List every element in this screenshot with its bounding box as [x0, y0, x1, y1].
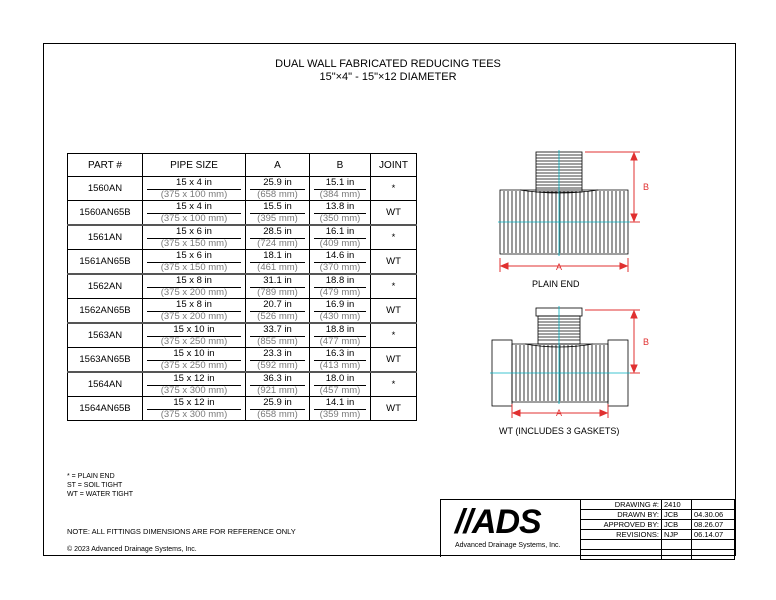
dim-b-value: 18.0 in	[325, 373, 355, 384]
title-block-row	[581, 500, 735, 510]
copyright: © 2023 Advanced Drainage Systems, Inc.	[67, 546, 197, 553]
pipe-size: 15 x 10 in	[173, 348, 215, 359]
part-number: 1560AN65B	[79, 207, 131, 218]
part-number: 1563AN65B	[79, 354, 131, 365]
header-part: PART #	[68, 154, 143, 177]
dim-a-mm: (855 mm)	[250, 336, 305, 347]
plain-dim-b-label: B	[643, 182, 650, 192]
dim-a-value: 18.1 in	[263, 250, 292, 261]
dim-a-value: 20.7 in	[263, 299, 292, 310]
header-joint: JOINT	[371, 154, 417, 177]
joint-type: WT	[386, 403, 401, 414]
pipe-size-mm: (375 x 250 mm)	[147, 336, 241, 347]
dim-a-mm: (789 mm)	[250, 287, 305, 298]
dim-a-mm: (395 mm)	[250, 213, 305, 224]
part-number: 1561AN65B	[79, 256, 131, 267]
dim-b-value: 14.6 in	[325, 250, 355, 261]
dim-b-value: 16.3 in	[325, 348, 355, 359]
dim-b-mm: (370 mm)	[314, 262, 366, 273]
joint-type: *	[391, 379, 396, 390]
pipe-size-mm: (375 x 300 mm)	[147, 385, 241, 396]
plain-end-drawing	[500, 152, 628, 254]
joint-type: WT	[386, 354, 401, 365]
title-block-row	[581, 510, 735, 520]
dim-b-value: 18.8 in	[325, 275, 355, 286]
title-block-value: JCB	[662, 510, 692, 520]
dim-b-mm: (409 mm)	[314, 238, 366, 249]
header-a: A	[246, 154, 310, 177]
title-block	[580, 499, 735, 560]
ads-logo	[440, 499, 581, 557]
title-block-value: NJP	[662, 530, 692, 540]
pipe-size: 15 x 8 in	[176, 299, 212, 310]
part-number: 1560AN	[87, 183, 123, 194]
plain-dim-a-label: A	[555, 262, 563, 272]
pipe-size-mm: (375 x 200 mm)	[147, 287, 241, 298]
plain-end-caption: PLAIN END	[532, 279, 580, 289]
reference-note: NOTE: ALL FITTINGS DIMENSIONS ARE FOR REFERENCE ONLY	[67, 527, 296, 536]
title-block-row	[581, 550, 735, 560]
dim-b-mm: (350 mm)	[314, 213, 366, 224]
dim-a-value: 36.3 in	[263, 373, 292, 384]
pipe-size: 15 x 12 in	[173, 373, 215, 384]
title-block-label: DRAWN BY:	[581, 510, 662, 520]
header-pipe-size: PIPE SIZE	[143, 154, 246, 177]
pipe-size-mm: (375 x 200 mm)	[147, 311, 241, 322]
dim-b-mm: (479 mm)	[314, 287, 366, 298]
pipe-size: 15 x 4 in	[176, 177, 212, 188]
title-block-label: DRAWING #:	[581, 500, 662, 510]
pipe-size: 15 x 10 in	[173, 324, 215, 335]
title-block-value	[662, 540, 692, 550]
dim-b-value: 18.8 in	[325, 324, 355, 335]
dim-b-mm: (413 mm)	[314, 360, 366, 371]
title-block-value: 2410	[662, 500, 692, 510]
drawing-subtitle: 15"×4" - 15"×12 DIAMETER	[319, 71, 457, 83]
dim-a-mm: (921 mm)	[250, 385, 305, 396]
joint-type: *	[391, 183, 396, 194]
title-block-label: REVISIONS:	[581, 530, 662, 540]
part-number: 1563AN	[87, 330, 123, 341]
header-b: B	[310, 154, 371, 177]
title-block-date	[692, 500, 735, 510]
dim-a-value: 31.1 in	[263, 275, 292, 286]
dim-a-value: 25.9 in	[263, 397, 292, 408]
dim-a-value: 15.5 in	[263, 201, 292, 212]
pipe-size: 15 x 6 in	[176, 226, 212, 237]
pipe-size: 15 x 4 in	[176, 201, 212, 212]
dim-a-value: 23.3 in	[263, 348, 292, 359]
title-block-value: JCB	[662, 520, 692, 530]
pipe-size-mm: (375 x 150 mm)	[147, 238, 241, 249]
part-number: 1562AN	[87, 281, 123, 292]
title-block-date	[692, 540, 735, 550]
pipe-size-mm: (375 x 150 mm)	[147, 262, 241, 273]
dim-a-value: 28.5 in	[263, 226, 292, 237]
legend-plain-end: * = PLAIN END	[67, 473, 115, 480]
pipe-size-mm: (375 x 300 mm)	[147, 409, 241, 420]
pipe-size-mm: (375 x 100 mm)	[147, 213, 241, 224]
dim-b-value: 16.9 in	[325, 299, 355, 310]
title-block-label	[581, 540, 662, 550]
wt-dim-a-label: A	[555, 408, 563, 418]
wt-dim-b-label: B	[643, 337, 650, 347]
title-block-row	[581, 540, 735, 550]
part-number: 1561AN	[87, 232, 123, 243]
dim-a-mm: (526 mm)	[250, 311, 305, 322]
dim-a-value: 25.9 in	[263, 177, 292, 188]
legend-notes	[67, 472, 133, 499]
wt-caption: WT (INCLUDES 3 GASKETS)	[499, 426, 620, 436]
dim-b-mm: (384 mm)	[314, 189, 366, 200]
dim-a-mm: (658 mm)	[250, 409, 305, 420]
dim-b-value: 13.8 in	[325, 201, 355, 212]
part-number: 1564AN	[87, 379, 123, 390]
logo-tagline: Advanced Drainage Systems, Inc.	[455, 542, 561, 549]
dim-b-mm: (457 mm)	[314, 385, 366, 396]
dim-a-value: 33.7 in	[263, 324, 292, 335]
dim-b-mm: (477 mm)	[314, 336, 366, 347]
title-block-date: 04.30.06	[692, 510, 735, 520]
pipe-size: 15 x 8 in	[176, 275, 212, 286]
title-block-row	[581, 530, 735, 540]
dim-a-mm: (658 mm)	[250, 189, 305, 200]
joint-type: WT	[386, 256, 401, 267]
title-block-date: 08.26.07	[692, 520, 735, 530]
dim-b-mm: (359 mm)	[314, 409, 366, 420]
part-number: 1564AN65B	[79, 403, 131, 414]
title-block-value	[662, 550, 692, 560]
title-block-date	[692, 550, 735, 560]
title-block-row	[581, 520, 735, 530]
dim-b-value: 14.1 in	[325, 397, 355, 408]
title-block-label	[581, 550, 662, 560]
dim-a-mm: (724 mm)	[250, 238, 305, 249]
joint-type: *	[391, 232, 396, 243]
logo-mark: //ADS	[455, 503, 541, 541]
part-number: 1562AN65B	[79, 305, 131, 316]
legend-water-tight: WT = WATER TIGHT	[67, 491, 134, 498]
pipe-size: 15 x 12 in	[173, 397, 215, 408]
drawing-title: DUAL WALL FABRICATED REDUCING TEES	[275, 58, 501, 70]
joint-type: WT	[386, 207, 401, 218]
title-block-label: APPROVED BY:	[581, 520, 662, 530]
dim-a-mm: (461 mm)	[250, 262, 305, 273]
joint-type: *	[391, 330, 396, 341]
pipe-size-mm: (375 x 100 mm)	[147, 189, 241, 200]
dim-b-value: 15.1 in	[325, 177, 355, 188]
legend-soil-tight: ST = SOIL TIGHT	[67, 482, 123, 489]
wt-drawing	[492, 308, 628, 406]
pipe-size-mm: (375 x 250 mm)	[147, 360, 241, 371]
joint-type: *	[391, 281, 396, 292]
pipe-size: 15 x 6 in	[176, 250, 212, 261]
dim-b-value: 16.1 in	[325, 226, 355, 237]
title-block-date: 06.14.07	[692, 530, 735, 540]
dim-b-mm: (430 mm)	[314, 311, 366, 322]
dim-a-mm: (592 mm)	[250, 360, 305, 371]
joint-type: WT	[386, 305, 401, 316]
